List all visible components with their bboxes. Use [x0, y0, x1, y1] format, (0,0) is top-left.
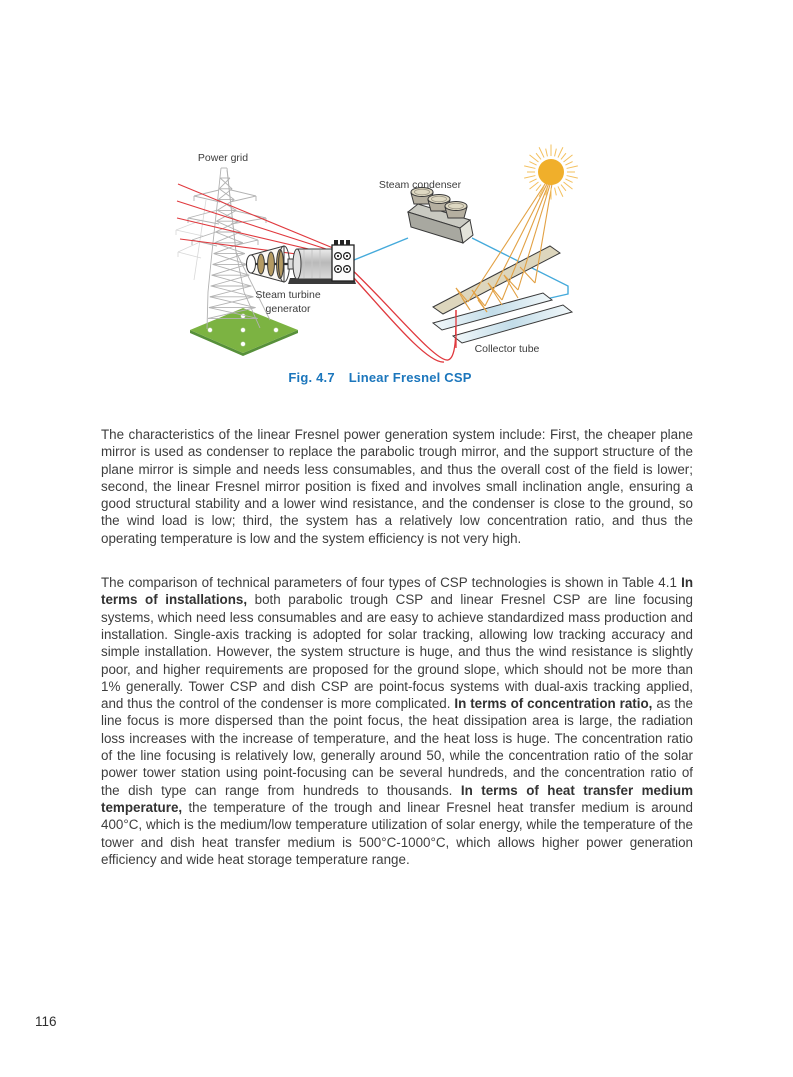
figure-caption-title: Linear Fresnel CSP [348, 370, 472, 385]
p2-bold-installations: In terms of installations, [101, 575, 693, 608]
figure-4-7 [150, 140, 610, 385]
generator-junction-box [332, 240, 354, 281]
p2-bold-concentration-ratio: In terms of concentration ratio, [454, 696, 653, 712]
label-collector-tube: Collector tube [474, 343, 540, 355]
steam-pipes [354, 238, 568, 299]
p2-segment: both parabolic trough CSP and linear Fresnel CSP are line focusing systems, which need less consumables and are easy to achieve standardized mass production and installation. Single-axis tracking is adopted for solar tracking, allowing low tracking accuracy and simple installation. However, the system structure is huge, and thus the wind resistance is slightly poor, and higher requirements are proposed for the ground slope, which should not be more than 1% generally. Tower CSP and dish CSP are point-focus systems with dual-axis tracking applied, and thus the control of the condenser is more complicated. [101, 592, 693, 712]
linear-fresnel-diagram [150, 140, 610, 368]
page-number: 116 [35, 1014, 57, 1029]
steam-turbine-generator [246, 240, 356, 284]
steam-condenser [408, 188, 473, 244]
collector-field [433, 246, 572, 348]
p2-segment: as the line focus is more dispersed than the point focus, the heat dissipation area is large, the radiation loss increases with the increase of temperature, and the heat loss is huge. The concentration ratio of the line focusing is relatively low, generally around 50, while the concentration ratio of the solar power tower station using point-focusing can be several hundreds, and the concentration ratio of the dish type can range from hundreds to thousands. [101, 696, 694, 798]
body-paragraph-1: The characteristics of the linear Fresnel power generation system include: First, the cheaper plane mirror is used as condenser to replace the parabolic trough mirror, and the support structure of the plane mirror is simple and needs less consumables, and thus the overall cost of the field is lower; second, the linear Fresnel mirror position is fixed and involves small inclination angle, ensuring a good structural stability and a lower wind resistance, and the condenser is close to the ground, so the wind load is low; third, the system has a relatively low concentration ratio, and thus the operating temperature is low and the system efficiency is not very high. [101, 427, 693, 546]
hot-pipe [343, 264, 456, 362]
p2-bold-heat-transfer-temp: In terms of heat transfer medium temperature, [101, 782, 693, 815]
body-paragraph-2 [101, 574, 693, 868]
collector-receiver [433, 246, 560, 314]
figure-caption [150, 370, 610, 385]
body-text [101, 426, 693, 868]
sun-icon [524, 145, 578, 200]
label-steam-turbine-line1: Steam turbine [255, 289, 321, 301]
figure-caption-label: Fig. 4.7 [288, 370, 335, 385]
label-steam-turbine-line2: generator [265, 303, 311, 315]
label-steam-condenser: Steam condenser [378, 179, 462, 191]
label-power-grid: Power grid [197, 152, 249, 164]
p2-segment: the temperature of the trough and linear Fresnel heat transfer medium is around 400°C, which is the medium/low temperature utilization of solar energy, while the temperature of the tower and dish heat transfer medium is 500°C-1000°C, which allows higher power generation efficiency and wide heat storage temperature range. [101, 799, 693, 867]
p2-segment: The comparison of technical parameters of four types of CSP technologies is shown in Table 4.1 [101, 575, 682, 591]
